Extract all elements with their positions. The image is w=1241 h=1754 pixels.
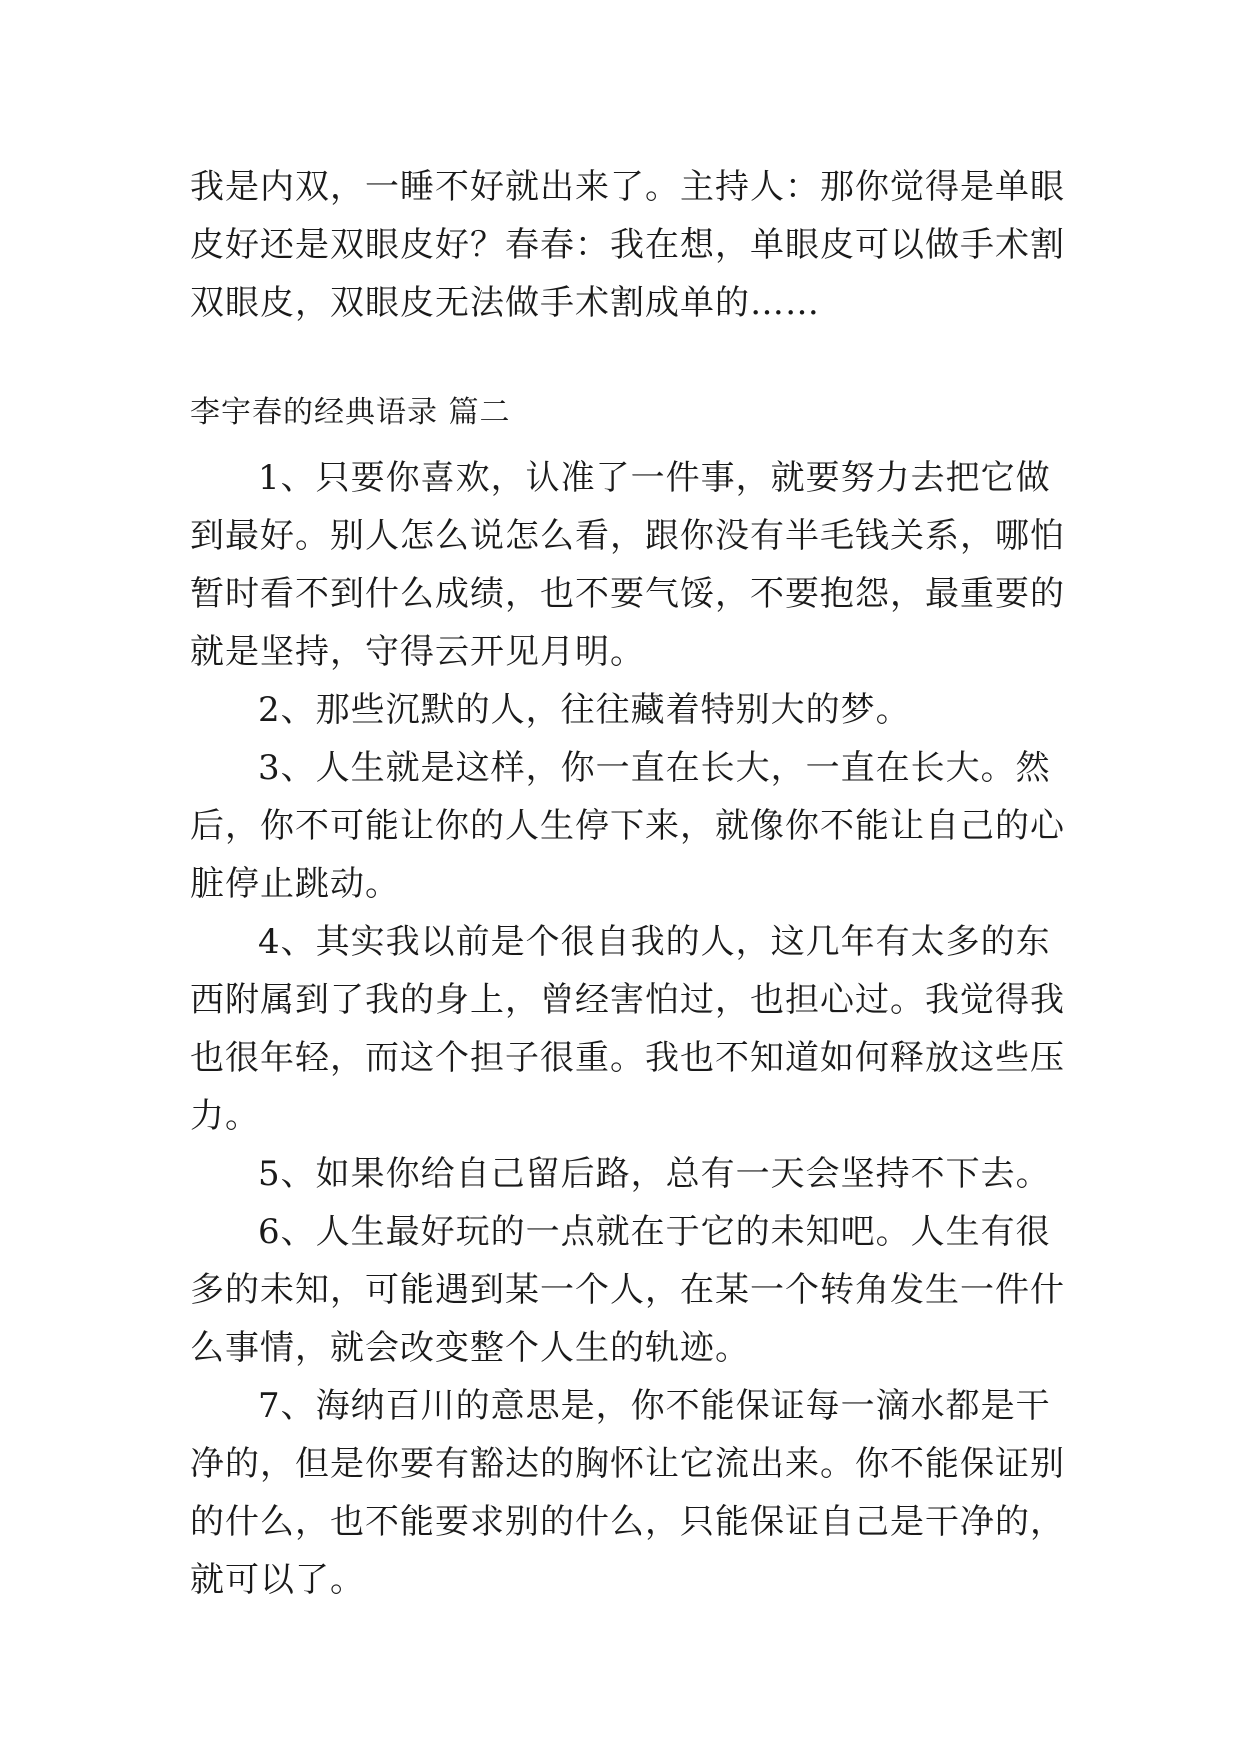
quotes-list (190, 449, 1070, 1609)
quote-item: 2、那些沉默的人，往往藏着特别大的梦。 (258, 690, 911, 730)
section-heading: 李宇春的经典语录 篇二 (190, 395, 511, 430)
intro-paragraph: 我是内双，一睡不好就出来了。主持人：那你觉得是单眼皮好还是双眼皮好？春春：我在想，单眼皮可以做手术割双眼皮，双眼皮无法做手术割成单的…… (190, 167, 1065, 323)
quote-item: 1、只要你喜欢，认准了一件事，就要努力去把它做到最好。别人怎么说怎么看，跟你没有半毛钱关系，哪怕暂时看不到什么成绩，也不要气馁，不要抱怨，最重要的就是坚持，守得云开见月明。 (190, 458, 1065, 672)
quote-item: 7、海纳百川的意思是，你不能保证每一滴水都是干净的，但是你要有豁达的胸怀让它流出来。你不能保证别的什么，也不能要求别的什么，只能保证自己是干净的，就可以了。 (190, 1386, 1065, 1600)
intro-paragraph-block (190, 158, 1070, 332)
quote-item: 4、其实我以前是个很自我的人，这几年有太多的东西附属到了我的身上，曾经害怕过，也担心过。我觉得我也很年轻，而这个担子很重。我也不知道如何释放这些压力。 (190, 922, 1065, 1136)
quote-item: 5、如果你给自己留后路，总有一天会坚持不下去。 (258, 1154, 1051, 1194)
quote-item: 6、人生最好玩的一点就在于它的未知吧。人生有很多的未知，可能遇到某一个人，在某一个转角发生一件什么事情，就会改变整个人生的轨迹。 (190, 1212, 1065, 1368)
quote-item: 3、人生就是这样，你一直在长大，一直在长大。然后，你不可能让你的人生停下来，就像你不能让自己的心脏停止跳动。 (190, 748, 1065, 904)
